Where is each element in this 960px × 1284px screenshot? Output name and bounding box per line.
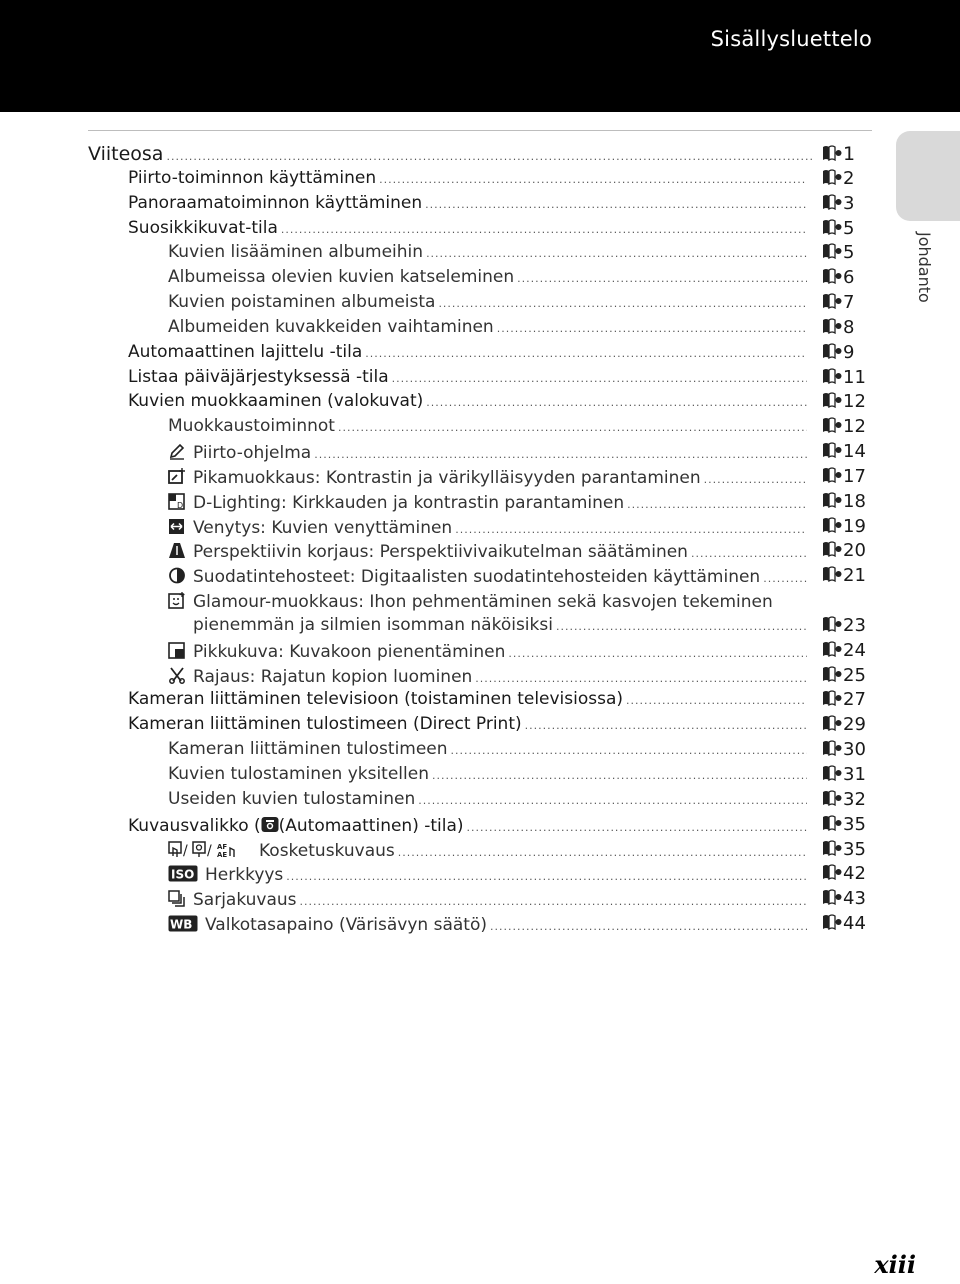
toc-entry-label: Panoraamatoiminnon käyttäminen: [128, 193, 423, 213]
toc-entry-label: pienemmän ja silmien isomman näköisiksi: [193, 615, 553, 635]
pencil-icon: [168, 443, 186, 460]
leader-dots: [166, 150, 812, 163]
toc-entry[interactable]: [168, 640, 810, 664]
small-picture-icon: [168, 642, 186, 659]
stretch-icon: [168, 518, 186, 535]
leader-dots: [365, 347, 807, 360]
toc-entry-label: Herkkyys: [205, 865, 284, 885]
toc-entry[interactable]: [168, 590, 810, 614]
side-tab[interactable]: [896, 131, 960, 221]
page-ref-number: 42: [843, 863, 866, 884]
toc-page-ref[interactable]: [822, 665, 874, 689]
toc-entry[interactable]: [168, 292, 810, 316]
page-ref-number: 30: [843, 739, 866, 760]
leader-dots: [451, 744, 807, 757]
page-ref-number: 9: [843, 342, 855, 363]
toc-entry-label: Valkotasapaino (Värisävyn säätö): [205, 915, 487, 935]
toc-page-ref[interactable]: [822, 689, 874, 713]
toc-entry-label: Suosikkikuvat-tila: [128, 218, 278, 238]
reference-section-icon: [822, 790, 842, 806]
toc-entry[interactable]: [168, 516, 810, 540]
touch-shooting-icons: [168, 841, 252, 858]
iso-icon: [168, 865, 198, 882]
leader-dots: [300, 895, 807, 908]
reference-section-icon: [822, 169, 842, 185]
reference-section-icon: [822, 467, 842, 483]
svg-text:AE: AE: [217, 851, 228, 858]
toc-entry-label: Rajaus: Rajatun kopion luominen: [193, 667, 473, 687]
toc-entry[interactable]: [168, 317, 810, 341]
toc-entry-label: D-Lighting: Kirkkauden ja kontrastin parantaminen: [193, 493, 625, 513]
scissors-icon: [168, 667, 186, 684]
leader-dots: [467, 821, 807, 834]
leader-dots: [763, 572, 807, 585]
leader-dots: [556, 620, 807, 633]
toc-entry-label: Pikamuokkaus: Kontrastin ja värikylläisyyden parantaminen: [193, 468, 701, 488]
reference-section-icon: [822, 889, 842, 905]
reference-section-icon: [822, 566, 842, 582]
page-ref-number: 5: [843, 242, 855, 263]
toc-entry[interactable]: [168, 466, 810, 490]
reference-section-icon: [822, 194, 842, 210]
toc-entry[interactable]: [128, 168, 810, 192]
toc-entry-label: Viiteosa: [88, 143, 164, 165]
reference-section-icon: [822, 815, 842, 831]
reference-section-icon: [822, 864, 842, 880]
reference-section-icon: [822, 715, 842, 731]
leader-dots: [438, 297, 807, 310]
toc-entry-label: Listaa päiväjärjestyksessä -tila: [128, 367, 389, 387]
toc-page-ref[interactable]: [822, 913, 874, 937]
toc-entry[interactable]: [128, 218, 810, 242]
toc-page-ref[interactable]: [822, 391, 874, 415]
toc-page-ref[interactable]: [822, 516, 874, 540]
svg-text:WB: WB: [170, 917, 193, 932]
reference-section-icon: [822, 442, 842, 458]
toc-page-ref[interactable]: [822, 267, 874, 291]
toc-entry-label: Kuvausvalikko (: [128, 816, 261, 836]
toc-entry[interactable]: [168, 416, 810, 440]
page-ref-number: 35: [843, 839, 866, 860]
page-ref-number: 6: [843, 267, 855, 288]
toc-page-ref[interactable]: [822, 416, 874, 440]
toc-entry[interactable]: [168, 888, 810, 912]
toc-entry-label-suffix: (Automaattinen) -tila): [278, 816, 464, 836]
toc-entry[interactable]: [128, 814, 810, 838]
toc-page-ref[interactable]: [822, 367, 874, 391]
page-ref-number: 19: [843, 516, 866, 537]
page-ref-number: 7: [843, 292, 855, 313]
filter-effects-icon: [168, 567, 186, 584]
toc-entry[interactable]: [168, 839, 810, 863]
toc-page-ref[interactable]: [822, 814, 874, 838]
leader-dots: [286, 870, 807, 883]
reference-section-icon: [822, 392, 842, 408]
toc-page-ref[interactable]: [822, 242, 874, 266]
page-ref-number: 1: [843, 143, 856, 165]
page-ref-number: 31: [843, 764, 866, 785]
toc-page-ref[interactable]: [822, 342, 874, 366]
leader-dots: [314, 448, 807, 461]
quick-retouch-icon: [168, 468, 186, 485]
toc-entry[interactable]: [168, 242, 810, 266]
toc-entry[interactable]: [128, 342, 810, 366]
toc-entry-label: Muokkaustoiminnot: [168, 416, 335, 436]
toc-entry[interactable]: [128, 714, 810, 738]
svg-text:D: D: [177, 501, 184, 510]
toc-entry-label: Kuvien muokkaaminen (valokuvat): [128, 391, 424, 411]
toc-page-ref[interactable]: [822, 193, 874, 217]
toc-page-ref[interactable]: [822, 218, 874, 242]
reference-section-icon: [822, 368, 842, 384]
toc-entry-label: Automaattinen lajittelu -tila: [128, 342, 363, 362]
camera-icon: [261, 816, 279, 833]
reference-section-icon: [822, 318, 842, 334]
toc-page-ref[interactable]: [822, 565, 874, 589]
toc-entry[interactable]: [168, 913, 810, 937]
page-ref-number: 24: [843, 640, 866, 661]
reference-section-icon: [822, 740, 842, 756]
toc-entry-label: Kuvien poistaminen albumeista: [168, 292, 436, 312]
toc-entry[interactable]: [168, 764, 810, 788]
leader-dots: [475, 672, 807, 685]
page-ref-number: 35: [843, 814, 866, 835]
toc-page-ref[interactable]: [822, 888, 874, 912]
leader-dots: [425, 198, 807, 211]
page-ref-number: 21: [843, 565, 866, 586]
leader-dots: [338, 421, 807, 434]
reference-section-icon: [822, 666, 842, 682]
page-ref-number: 32: [843, 789, 866, 810]
side-tab-label: Johdanto: [915, 232, 934, 303]
reference-section-icon: [822, 765, 842, 781]
page-ref-number: 20: [843, 540, 866, 561]
leader-dots: [455, 523, 807, 536]
leader-dots: [398, 846, 807, 859]
toc-entry[interactable]: [168, 540, 810, 564]
continuous-icon: [168, 890, 186, 907]
reference-section-icon: [822, 517, 842, 533]
page-ref-number: 27: [843, 689, 866, 710]
toc-entry-label: Sarjakuvaus: [193, 890, 297, 910]
page-ref-number: 17: [843, 466, 866, 487]
leader-dots: [432, 769, 807, 782]
leader-dots: [525, 719, 807, 732]
reference-section-icon: [822, 293, 842, 309]
leader-dots: [426, 396, 807, 409]
reference-section-icon: [822, 243, 842, 259]
perspective-icon: [168, 542, 186, 559]
toc-page-ref[interactable]: [822, 739, 874, 763]
toc-entry[interactable]: [128, 193, 810, 217]
leader-dots: [426, 247, 807, 260]
toc-entry[interactable]: [168, 665, 810, 689]
toc-entry[interactable]: [168, 491, 810, 515]
page-ref-number: 23: [843, 615, 866, 636]
reference-section-icon: [822, 219, 842, 235]
toc-page-ref[interactable]: [822, 540, 874, 564]
reference-section-icon: [822, 690, 842, 706]
page-ref-number: 14: [843, 441, 866, 462]
toc-entry[interactable]: [168, 863, 810, 887]
page-ref-number: 5: [843, 218, 855, 239]
toc-entry-label: Glamour-muokkaus: Ihon pehmentäminen sekä kasvojen tekeminen: [193, 592, 773, 612]
toc-entry-label: Pikkukuva: Kuvakoon pienentäminen: [193, 642, 506, 662]
toc-page-ref[interactable]: [822, 714, 874, 738]
toc-entry-label: Useiden kuvien tulostaminen: [168, 789, 416, 809]
leader-dots: [490, 920, 807, 933]
leader-dots: [517, 272, 807, 285]
page-ref-number: 18: [843, 491, 866, 512]
svg-text:ISO: ISO: [171, 867, 195, 882]
svg-text:/: /: [183, 843, 188, 858]
toc-page-ref[interactable]: [822, 863, 874, 887]
reference-section-icon: [822, 492, 842, 508]
toc-entry-label: Albumeiden kuvakkeiden vaihtaminen: [168, 317, 494, 337]
toc-entry-label: Piirto-toiminnon käyttäminen: [128, 168, 377, 188]
page-ref-number: 44: [843, 913, 866, 934]
reference-section-icon: [822, 840, 842, 856]
toc-entry-continuation[interactable]: [193, 615, 810, 639]
toc-page-ref[interactable]: [822, 615, 874, 639]
toc-page-ref[interactable]: [822, 441, 874, 465]
side-tab-label-wrap: [914, 232, 936, 342]
leader-dots: [392, 372, 807, 385]
toc-page-ref[interactable]: [822, 292, 874, 316]
toc-entry[interactable]: [88, 143, 815, 167]
toc-page-ref[interactable]: [822, 466, 874, 490]
toc-entry[interactable]: [128, 689, 810, 713]
toc-entry-label: Kuvien tulostaminen yksitellen: [168, 764, 429, 784]
leader-dots: [281, 223, 807, 236]
page-number: xiii: [874, 1250, 916, 1279]
page-ref-number: 8: [843, 317, 855, 338]
toc-page-ref[interactable]: [822, 789, 874, 813]
toc-page-ref[interactable]: [822, 168, 874, 192]
reference-section-icon: [822, 616, 842, 632]
page-ref-number: 12: [843, 391, 866, 412]
toc-page-ref[interactable]: [822, 764, 874, 788]
page-ref-number: 29: [843, 714, 866, 735]
reference-section-icon: [822, 417, 842, 433]
toc-entry[interactable]: [168, 789, 810, 813]
svg-text:/: /: [207, 843, 212, 858]
leader-dots: [508, 647, 807, 660]
leader-dots: [626, 694, 807, 707]
toc-entry[interactable]: [168, 565, 810, 589]
toc-page-ref[interactable]: [822, 317, 874, 341]
toc-entry[interactable]: [168, 739, 810, 763]
toc-entry-label: Kosketuskuvaus: [259, 841, 395, 861]
toc-entry[interactable]: [168, 441, 810, 465]
reference-section-icon: [822, 268, 842, 284]
toc-entry-label: Suodatintehosteet: Digitaalisten suodatintehosteiden käyttäminen: [193, 567, 761, 587]
reference-section-icon: [822, 641, 842, 657]
toc-page-ref[interactable]: [822, 491, 874, 515]
reference-section-icon: [822, 914, 842, 930]
toc-entry[interactable]: [128, 391, 810, 415]
reference-section-icon: [822, 541, 842, 557]
divider: [88, 130, 872, 131]
toc-entry-label: Kameran liittäminen tulostimeen: [168, 739, 448, 759]
leader-dots: [418, 794, 807, 807]
reference-section-icon: [822, 145, 842, 161]
page-ref-number: 3: [843, 193, 855, 214]
toc-page-ref[interactable]: [822, 640, 874, 664]
toc-entry-label: Perspektiivin korjaus: Perspektiivivaikutelman säätäminen: [193, 542, 688, 562]
toc-entry-label: Kameran liittäminen televisioon (toistaminen televisiossa): [128, 689, 624, 709]
toc-entry-label: Kuvien lisääminen albumeihin: [168, 242, 424, 262]
reference-section-icon: [822, 343, 842, 359]
leader-dots: [704, 473, 807, 486]
toc-entry-label: Albumeissa olevien kuvien katseleminen: [168, 267, 515, 287]
glamour-retouch-icon: [168, 592, 186, 609]
toc-entry[interactable]: [128, 367, 810, 391]
toc-entry-label: Kameran liittäminen tulostimeen (Direct Print): [128, 714, 522, 734]
page-ref-number: 43: [843, 888, 866, 909]
header-bar: [0, 0, 960, 112]
section-title: Sisällysluettelo: [710, 27, 872, 51]
page-ref-number: 12: [843, 416, 866, 437]
page-ref-number: 25: [843, 665, 866, 686]
white-balance-icon: [168, 915, 198, 932]
toc-entry-label: Piirto-ohjelma: [193, 443, 312, 463]
leader-dots: [379, 173, 807, 186]
toc-entry-label: Venytys: Kuvien venyttäminen: [193, 518, 453, 538]
svg-text:AF: AF: [217, 843, 228, 851]
leader-dots: [691, 547, 807, 560]
page-ref-number: 2: [843, 168, 855, 189]
toc-page-ref[interactable]: [822, 839, 874, 863]
leader-dots: [497, 322, 807, 335]
toc-page-ref[interactable]: [822, 143, 874, 167]
page-ref-number: 11: [843, 367, 866, 388]
toc-entry[interactable]: [168, 267, 810, 291]
leader-dots: [627, 498, 807, 511]
d-lighting-icon: [168, 493, 186, 510]
